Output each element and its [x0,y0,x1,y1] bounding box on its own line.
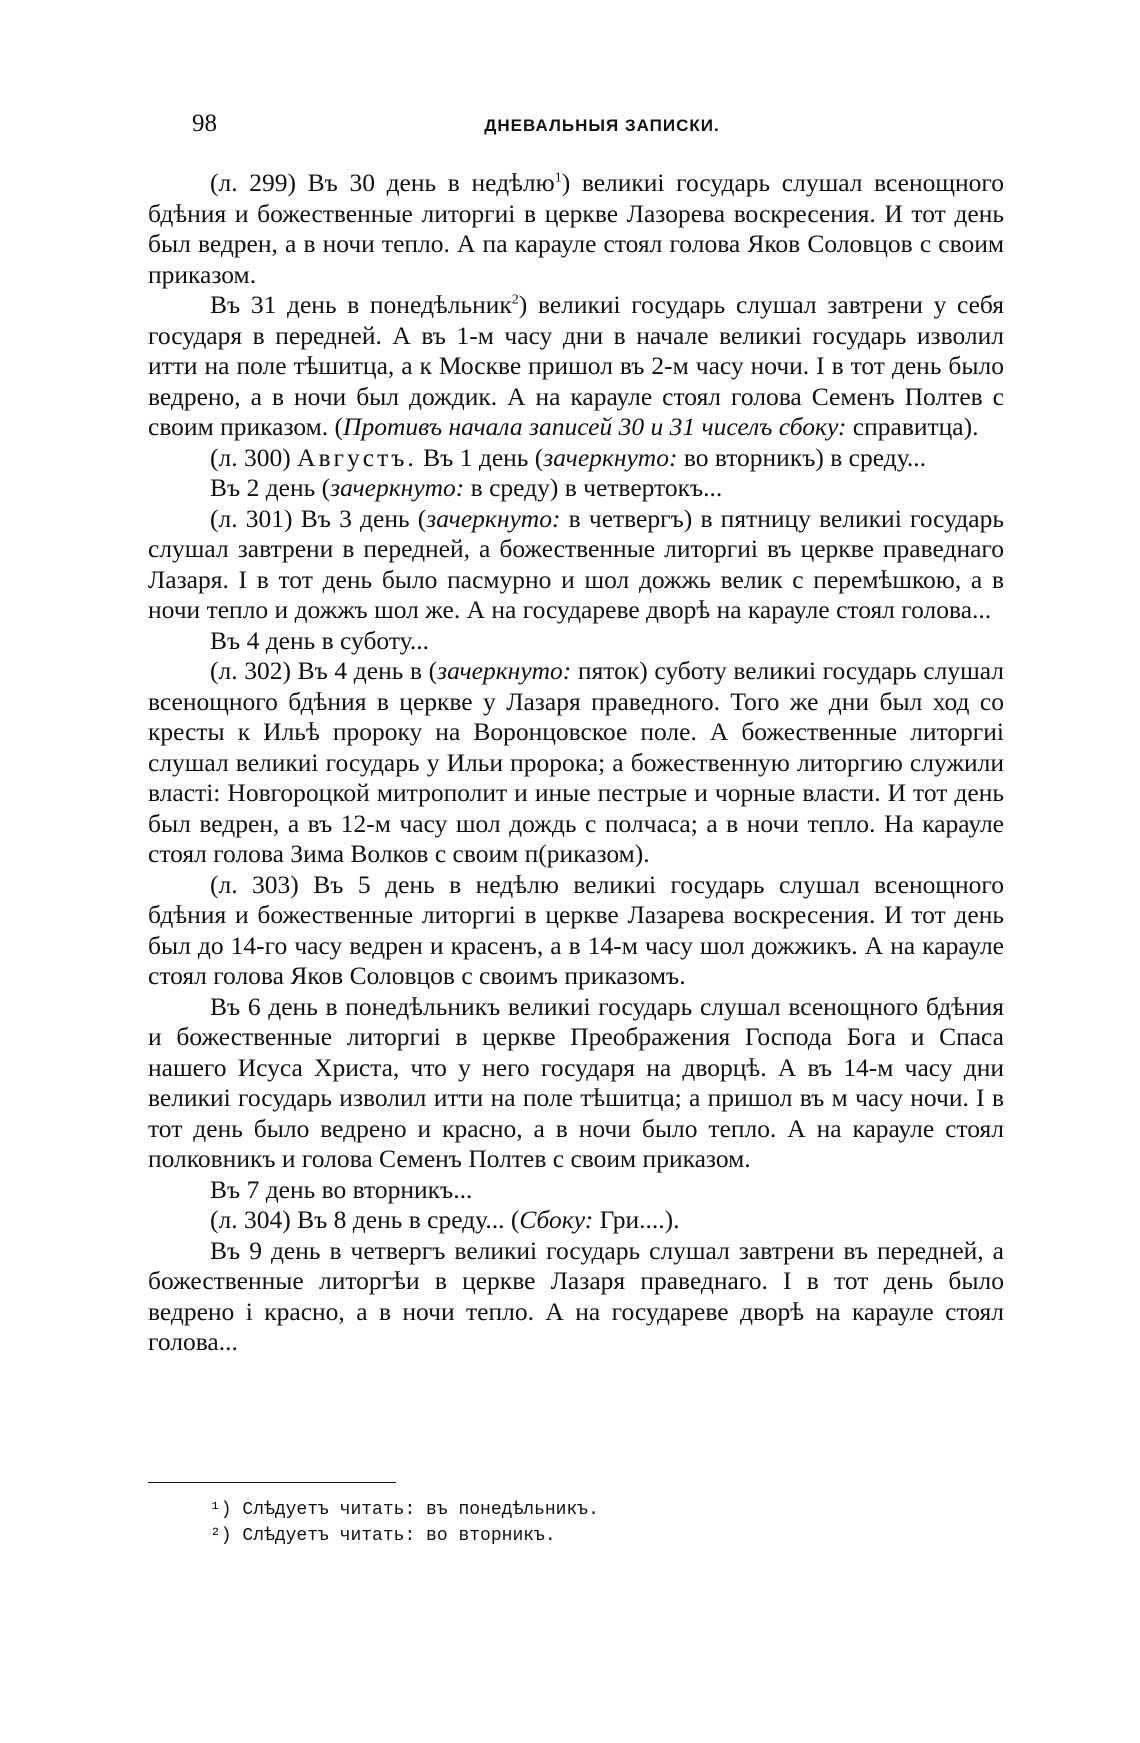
text: (л. 302) Въ 4 день в ( [210,656,438,685]
paragraph: Въ 6 день в понедѣльникъ великиі государь слушал всенощного бдѣния и божественные литоргиі в церкве Преображения Господа Бога и Спаса нашего Исуса Христа, что у него государя на дворцѣ. А въ 14-м часу дни великиі государь изволил итти на поле тѣшитца; а пришол въ м часу ночи. І в тот день было ведрено и красно, а в ночи было тепло. А на карауле стоял полковникъ и голова Семенъ Полтев с своим приказом. [148,991,1004,1173]
italic-note: зачеркнуто: [543,442,678,472]
text: во вторникъ) в среду... [677,442,927,472]
body-text [148,168,1004,1358]
running-head [192,110,1012,150]
paragraph [148,473,1004,504]
paragraph: Въ 4 день в суботу... [210,625,429,655]
italic-note: зачеркнуто: [426,503,561,533]
footnote-mark: ¹) [210,1500,232,1520]
text: в четвергъ) в пятницу великиі государь слушал завтрени в передней, а божественные литоргиі въ церкве праведнаго Лазаря. І в тот день было пасмурно и шол дожжь велик с перемѣшкою, а в ночи тепло и дожжъ шол же. А на государеве дворѣ на карауле стоял голова... [148,503,1004,624]
italic-note: зачеркнуто: [437,656,572,685]
text: Въ 31 день в понедѣльник [210,290,512,319]
text: в среду) в четвертокъ... [464,473,723,502]
text: (л. 300) [210,442,298,472]
text: ) великиі государь слушал всенощного бдѣния и божественные литоргиі в церкве Лазорева воскресения. И тот день был ведрен, а в ночи тепло. А па карауле стоял голова Яков Соловцов с своим приказом. [148,168,1004,289]
text: Въ 1 день ( [416,442,544,472]
text: (л. 301) Въ 3 день ( [210,503,427,533]
paragraph: Въ 9 день в четвергъ великиі государь слушал завтрени въ передней, а божественные литоргѣи в церкве Лазаря праведнаго. І в тот день было ведрено і красно, а в ночи тепло. А на государеве дворѣ на карауле стоял голова... [148,1235,1004,1356]
footnote [210,1523,970,1549]
paragraph [148,504,1004,626]
footnote-ref: 2 [511,292,519,308]
text: (л. 299) Въ 30 день в недѣлю [210,168,555,197]
italic-note: Сбоку: [519,1205,594,1234]
paragraph: Въ 7 день во вторникъ... [210,1174,473,1204]
text: справитца). [846,412,979,441]
footnote [210,1497,970,1523]
footnotes [210,1497,970,1549]
footnote-text: Слѣдуетъ читать: въ понедѣльникъ. [242,1500,599,1520]
italic-note: Противъ начала записей 30 и 31 чиселъ сбоку: [343,412,847,441]
text: пяток) суботу великиі государь слушал всенощного бдѣния в церкве у Лазаря праведного. Того же дни был ход со кресты к Ильѣ пророку на Воронцовское поле. А божественные литоргиі слушал великиі государь у Ильи пророка; а божественную литоргию служили властi: Новгороцкой митрополит и иные пестрые и чорные власти. И тот день был ведрен, а въ 12-м часу шол дождь с полчаса; а в ночи тепло. На карауле стоял голова Зима Волков с своим п(риказом). [148,656,1004,868]
text: ) великиі государь слушал завтрени у себя государя в передней. А въ 1-м часу дни в начале великиі государь изволил итти на поле тѣшитца, а к Москве пришол въ 2-м часу ночи. І в тот день было ведрено, а в ночи был дождик. А на карауле стоял голова Семенъ Полтев с своим приказом. ( [148,290,1004,441]
footnote-divider [148,1482,396,1483]
paragraph [148,443,1004,474]
running-title: ДНЕВАЛЬНЫЯ ЗАПИСКИ. [484,116,720,135]
paragraph [148,168,1004,290]
text: Въ 2 день ( [210,473,331,502]
text: Гри....). [593,1205,680,1234]
footnote-ref: 1 [554,170,562,186]
paragraph: (л. 303) Въ 5 день в недѣлю великиі государь слушал всенощного бдѣния и божественные литоргиі в церкве Лазарева воскресения. И тот день был до 14-го часу ведрен и красенъ, а в 14-м часу шол дожжикъ. А на карауле стоял голова Яков Соловцов с своимъ приказомъ. [148,869,1004,990]
footnote-text: Слѣдуетъ читать: во вторникъ. [242,1526,556,1546]
month-heading: Августъ. [297,442,417,472]
italic-note: зачеркнуто: [330,473,465,502]
paragraph [148,1205,1004,1236]
page-number: 98 [192,110,217,137]
text: (л. 304) Въ 8 день в среду... ( [210,1205,520,1234]
paragraph [148,656,1004,870]
footnote-mark: ²) [210,1526,232,1546]
paragraph [148,290,1004,443]
